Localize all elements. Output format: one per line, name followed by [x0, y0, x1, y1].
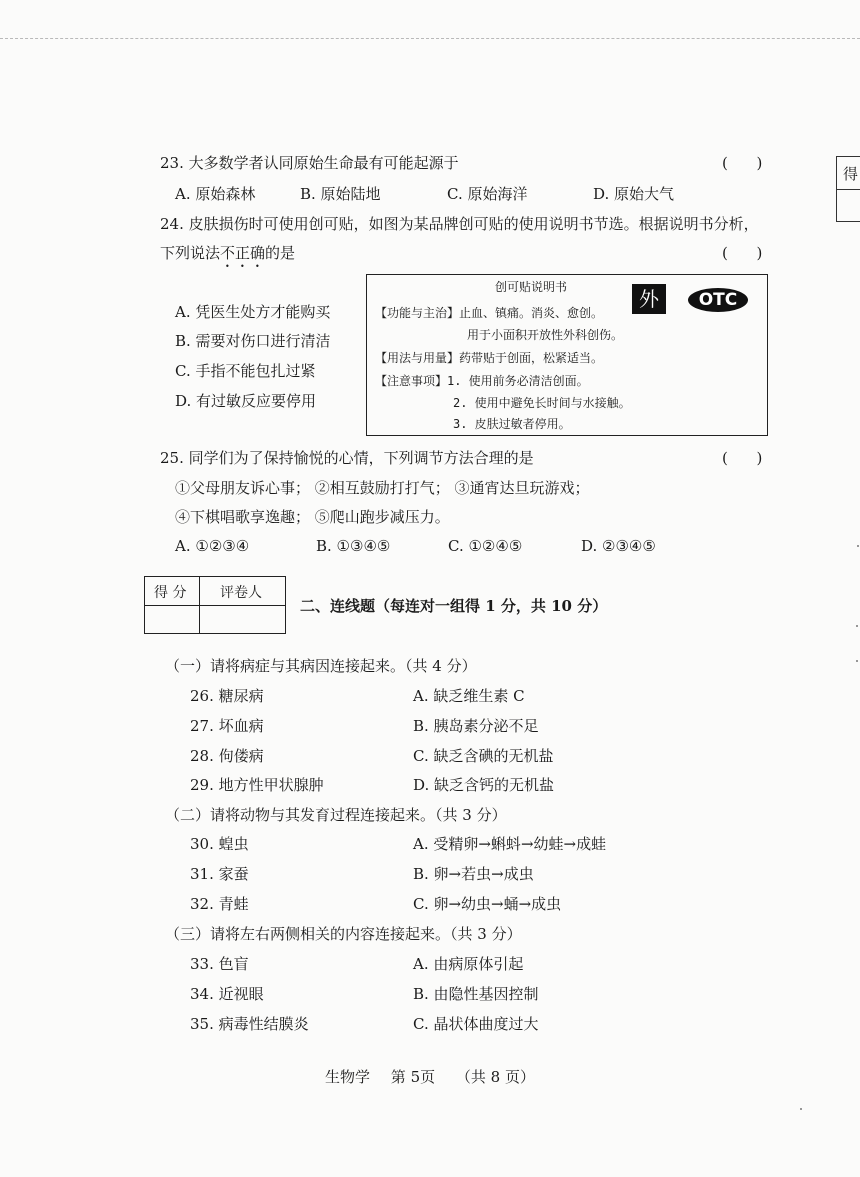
instruction-function: 【功能与主治】止血、镇痛。消炎、愈创。 — [375, 306, 604, 320]
q25-option-d: D. ②③④⑤ — [581, 537, 656, 555]
q25-items-line1: ①父母朋友诉心事； ②相互鼓励打打气； ③通宵达旦玩游戏； — [175, 479, 590, 497]
part2-right-a: A. 受精卵→蝌蚪→幼蛙→成蛙 — [413, 835, 607, 853]
q24-stem-emphasis: 不正确 — [220, 244, 266, 262]
q27-left: 27. 坏血病 — [190, 717, 264, 735]
q23-option-b: B. 原始陆地 — [300, 185, 381, 203]
q25-answer-paren: ( ) — [722, 449, 763, 467]
part2-heading: （二）请将动物与其发育过程连接起来。（共 3 分） — [165, 806, 507, 824]
otc-badge: OTC — [688, 288, 748, 312]
q24-stem-line2 — [160, 243, 295, 271]
scan-speck — [800, 1108, 802, 1110]
part3-right-c: C. 晶状体曲度过大 — [413, 1015, 539, 1033]
footer-total: （共 8 页） — [455, 1068, 535, 1086]
section2-title: 二、连线题（每连对一组得 1 分，共 10 分） — [300, 597, 608, 615]
q24-stem-pre: 下列说法 — [160, 244, 221, 262]
q24-option-d: D. 有过敏反应要停用 — [175, 392, 317, 410]
part1-right-c: C. 缺乏含碘的无机盐 — [413, 747, 554, 765]
instruction-function-cont: 用于小面积开放性外科创伤。 — [467, 328, 624, 342]
q24-answer-paren: ( ) — [722, 244, 763, 262]
score-table — [144, 576, 286, 634]
q25-option-c: C. ①②④⑤ — [448, 537, 523, 555]
part1-heading: （一）请将病症与其病因连接起来。（共 4 分） — [165, 657, 477, 675]
part1-right-a: A. 缺乏维生素 C — [413, 687, 525, 705]
q24-option-b: B. 需要对伤口进行清洁 — [175, 332, 331, 350]
q23-option-d: D. 原始大气 — [593, 185, 675, 203]
q34-left: 34. 近视眼 — [190, 985, 264, 1003]
q25-stem: 25. 同学们为了保持愉悦的心情，下列调节方法合理的是 — [160, 449, 534, 467]
q32-left: 32. 青蛙 — [190, 895, 249, 913]
part3-right-b: B. 由隐性基因控制 — [413, 985, 539, 1003]
footer-subject: 生物学 — [325, 1068, 371, 1086]
instruction-notes-1: 【注意事项】1. 使用前务必清洁创面。 — [375, 374, 589, 388]
q23-stem: 23. 大多数学者认同原始生命最有可能起源于 — [160, 154, 459, 172]
scan-speck — [857, 545, 859, 547]
part3-right-a: A. 由病原体引起 — [413, 955, 524, 973]
instruction-notes-2: 2. 使用中避免长时间与水接触。 — [453, 396, 631, 410]
q24-option-a: A. 凭医生处方才能购买 — [175, 303, 331, 321]
page-footer — [0, 1066, 860, 1087]
instruction-notes-3: 3. 皮肤过敏者停用。 — [453, 417, 571, 431]
q23-option-a: A. 原始森林 — [175, 185, 256, 203]
q25-option-b: B. ①③④⑤ — [316, 537, 391, 555]
adjacent-page-char: 得 — [843, 165, 859, 183]
part2-right-b: B. 卵→若虫→成虫 — [413, 865, 534, 883]
q26-left: 26. 糖尿病 — [190, 687, 264, 705]
q28-left: 28. 佝偻病 — [190, 747, 264, 765]
q23-answer-paren: ( ) — [722, 154, 763, 172]
adjacent-page-score-box — [836, 156, 860, 222]
q31-left: 31. 家蚕 — [190, 865, 249, 883]
q30-left: 30. 蝗虫 — [190, 835, 249, 853]
q33-left: 33. 色盲 — [190, 955, 249, 973]
q24-stem-post: 的是 — [265, 244, 296, 262]
q29-left: 29. 地方性甲状腺肿 — [190, 776, 324, 794]
part2-right-c: C. 卵→幼虫→蛹→成虫 — [413, 895, 562, 913]
instruction-title: 创可贴说明书 — [495, 280, 568, 294]
footer-page: 第 5页 — [390, 1068, 436, 1086]
q25-option-a: A. ①②③④ — [175, 537, 250, 555]
part1-right-d: D. 缺乏含钙的无机盐 — [413, 776, 555, 794]
grader-label: 评卷人 — [220, 585, 262, 601]
q25-items-line2: ④下棋唱歌享逸趣； ⑤爬山跑步减压力。 — [175, 508, 450, 526]
q24-option-c: C. 手指不能包扎过紧 — [175, 362, 316, 380]
q24-stem-line1: 24. 皮肤损伤时可使用创可贴，如图为某品牌创可贴的使用说明书节选。根据说明书分析， — [160, 215, 759, 233]
part3-heading: （三）请将左右两侧相关的内容连接起来。（共 3 分） — [165, 925, 522, 943]
instruction-usage: 【用法与用量】药带贴于创面，松紧适当。 — [375, 351, 604, 365]
external-use-badge: 外 — [632, 284, 666, 314]
part1-right-b: B. 胰岛素分泌不足 — [413, 717, 539, 735]
scan-speck — [856, 625, 858, 627]
scan-speck — [856, 660, 858, 662]
q23-option-c: C. 原始海洋 — [447, 185, 528, 203]
scan-edge-line — [0, 38, 860, 39]
score-label: 得 分 — [154, 585, 187, 601]
q35-left: 35. 病毒性结膜炎 — [190, 1015, 309, 1033]
